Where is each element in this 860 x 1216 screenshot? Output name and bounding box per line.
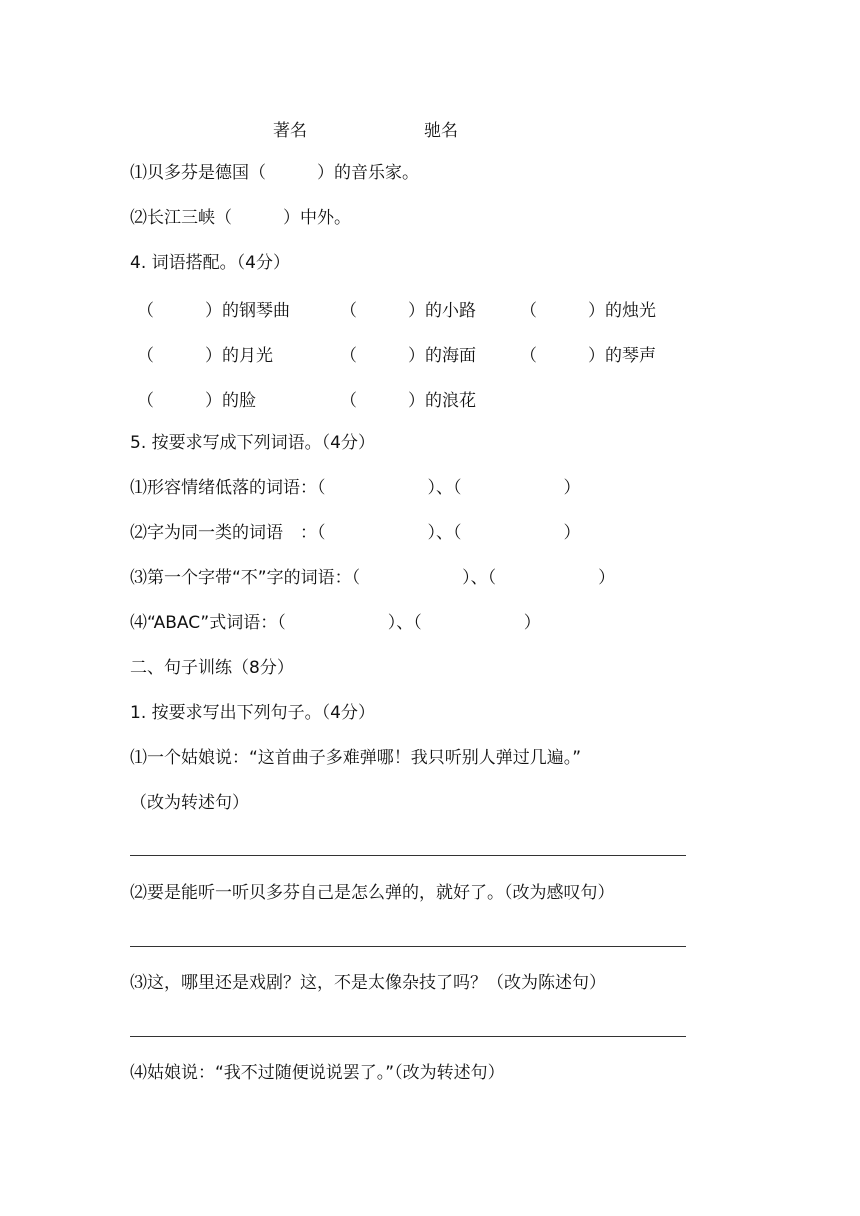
q3-item-2: ⑵长江三峡（ ）中外。	[130, 208, 351, 228]
q4-row-1	[0, 296, 860, 320]
q4-phrase: （ ）的钢琴曲	[137, 301, 290, 321]
q4-heading: 4. 词语搭配。（4分）	[130, 253, 290, 273]
q4-phrase: （ ）的海面	[340, 346, 476, 366]
q4-phrase: （ ）的小路	[340, 301, 476, 321]
q4-phrase: （ ）的月光	[137, 346, 273, 366]
answer-line-1[interactable]	[130, 855, 686, 856]
q4-phrase: （ ）的烛光	[520, 301, 656, 321]
s2-item-3: ⑶这，哪里还是戏剧？这，不是太像杂技了吗？（改为陈述句）	[130, 973, 606, 993]
word-option-zhuming: 著名	[273, 121, 307, 141]
q5-item-1: ⑴形容情绪低落的词语：（ ）、（ ）	[130, 478, 581, 498]
q4-row-2	[0, 341, 860, 365]
word-pair-options	[0, 116, 860, 140]
q4-row-3	[0, 386, 860, 410]
q3-item-1: ⑴贝多芬是德国（ ）的音乐家。	[130, 163, 419, 183]
q4-phrase: （ ）的脸	[137, 391, 256, 411]
q5-heading: 5. 按要求写成下列词语。（4分）	[130, 433, 375, 453]
word-option-chiming: 驰名	[424, 121, 458, 141]
q5-item-3: ⑶第一个字带“不”字的词语：（ ）、（ ）	[130, 568, 616, 588]
q4-phrase: （ ）的浪花	[340, 391, 476, 411]
q5-item-4: ⑷“ABAC”式词语：（ ）、（ ）	[130, 613, 541, 633]
s2-item-1-note: （改为转述句）	[130, 793, 249, 813]
q4-phrase: （ ）的琴声	[520, 346, 656, 366]
answer-line-2[interactable]	[130, 946, 686, 947]
answer-line-3[interactable]	[130, 1036, 686, 1037]
s2-q1-heading: 1. 按要求写出下列句子。（4分）	[130, 703, 375, 723]
s2-item-1: ⑴一个姑娘说：“这首曲子多难弹哪！我只听别人弹过几遍。”	[130, 748, 582, 768]
q5-item-2: ⑵字为同一类的词语 ：（ ）、（ ）	[130, 523, 581, 543]
s2-item-2: ⑵要是能听一听贝多芬自己是怎么弹的，就好了。（改为感叹句）	[130, 883, 615, 903]
s2-item-4: ⑷姑娘说：“我不过随便说说罢了。”（改为转述句）	[130, 1063, 505, 1083]
section2-heading: 二、句子训练（8分）	[130, 658, 294, 678]
